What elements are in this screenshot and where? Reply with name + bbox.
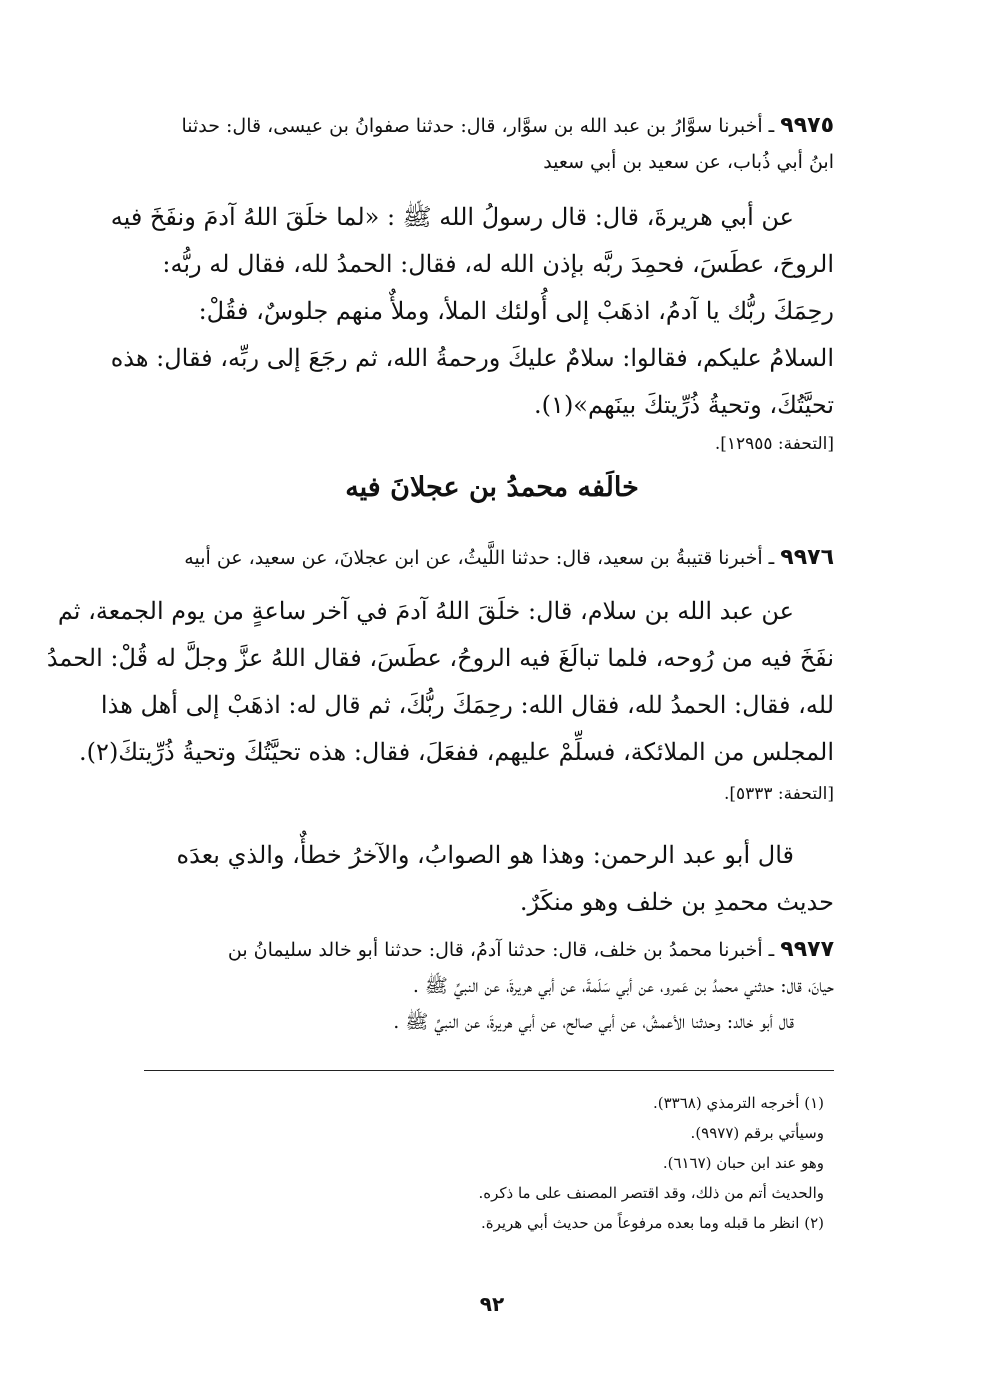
footnote-line: والحديث أتم من ذلك، وقد اقتصر المصنف على ما ذكره.	[478, 1184, 824, 1202]
footnote-line: وسيأتي برقم (٩٩٧٧).	[690, 1124, 824, 1142]
hadith-number: ٩٩٧٧	[780, 937, 834, 962]
section-heading: خالَفه محمدُ بن عجلانَ فيه	[345, 472, 639, 503]
hadith-9976-matn: عن عبد الله بن سلام، قال: خلَقَ اللهُ آدمَ في آخر ساعةٍ من يوم الجمعة، ثم نفَخَ فيه من رُوحه، فلما تبالَغَ فيه الروحُ، عطَسَ، فقال اللهُ عزَّ وجلَّ له قُلْ: الحمدُ لله، فقال: الحمدُ لله، فقال الله: رحِمَكَ ربُّكَ، ثم قال له: اذهَبْ إلى أهل هذا المجلس من الملائكة، فسلِّمْ عليهم، ففعَلَ، فقال: هذه تحيَّتُكَ وتحيةُ ذُرِّيتكَ(٢).	[46, 597, 834, 766]
footnote-separator	[144, 1070, 834, 1071]
footnote-line: وهو عند ابن حبان (٦١٦٧).	[662, 1154, 824, 1172]
hadith-9975-matn: عن أبي هريرةَ، قال: قال رسولُ الله ﷺ : «لما خلَقَ اللهُ آدمَ ونفَخَ فيه الروحَ، عطَسَ، فحمِدَ ربَّه بإذن الله له، فقال: الحمدُ لله، فقال له ربُّه: رحِمَكَ ربُّك يا آدمُ، اذهَبْ إلى أُولئك الملأ، وملأٌ منهم جلوسٌ، فقُلْ: السلامُ عليكم، فقالوا: سلامٌ عليكَ ورحمةُ الله، ثم رجَعَ إلى ربِّه، فقال: هذه تحيَّتُكَ، وتحيةُ ذُرِّيتكَ بينَهم»(١).	[110, 203, 834, 419]
hadith-9975-isnad: ٩٩٧٥ ـ أخبرنا سوَّارُ بن عبد الله بن سوَّار، قال: حدثنا صفوانُ بن عيسى، قال: حدثنا ابنُ أبي ذُباب، عن سعيد بن أبي سعيد	[181, 113, 834, 173]
tuhfa-reference: [التحفة: ١٢٩٥٥].	[714, 434, 834, 454]
hadith-9977: ٩٩٧٧ ـ أخبرنا محمدُ بن خلف، قال: حدثنا آدمُ، قال: حدثنا أبو خالد سليمانُ بن حيانَ، قال: حدثني محمدُ بن عَمرو، عن أبي سَلَمةَ، عن أبي هريرةَ، عن النبيِّ ﷺ . قال أبو خالد: وحدثنا الأعمشُ، عن أبي صالح، عن أبي هريرةَ، عن النبيِّ ﷺ .	[227, 937, 834, 1033]
footnotes	[144, 1088, 824, 1238]
hadith-9976-isnad: ٩٩٧٦ ـ أخبرنا قتيبةُ بن سعيد، قال: حدثنا اللَّيثُ، عن ابن عجلانَ، عن سعيد، عن أبيه	[184, 545, 834, 570]
tuhfa-reference: [التحفة: ٥٣٣٣].	[723, 784, 834, 804]
page-number: ٩٢	[479, 1292, 505, 1316]
hadith-number: ٩٩٧٦	[780, 545, 834, 570]
footnote-line: (١) أخرجه الترمذي (٣٣٦٨).	[652, 1094, 824, 1112]
footnote-line: (٢) انظر ما قبله وما بعده مرفوعاً من حديث أبي هريرة.	[480, 1214, 824, 1232]
hadith-number: ٩٩٧٥	[780, 113, 834, 138]
author-comment: قال أبو عبد الرحمن: وهذا هو الصوابُ، والآخرُ خطأٌ، والذي بعدَه حديث محمدِ بن خلف وهو منكَرٌ.	[176, 841, 834, 916]
